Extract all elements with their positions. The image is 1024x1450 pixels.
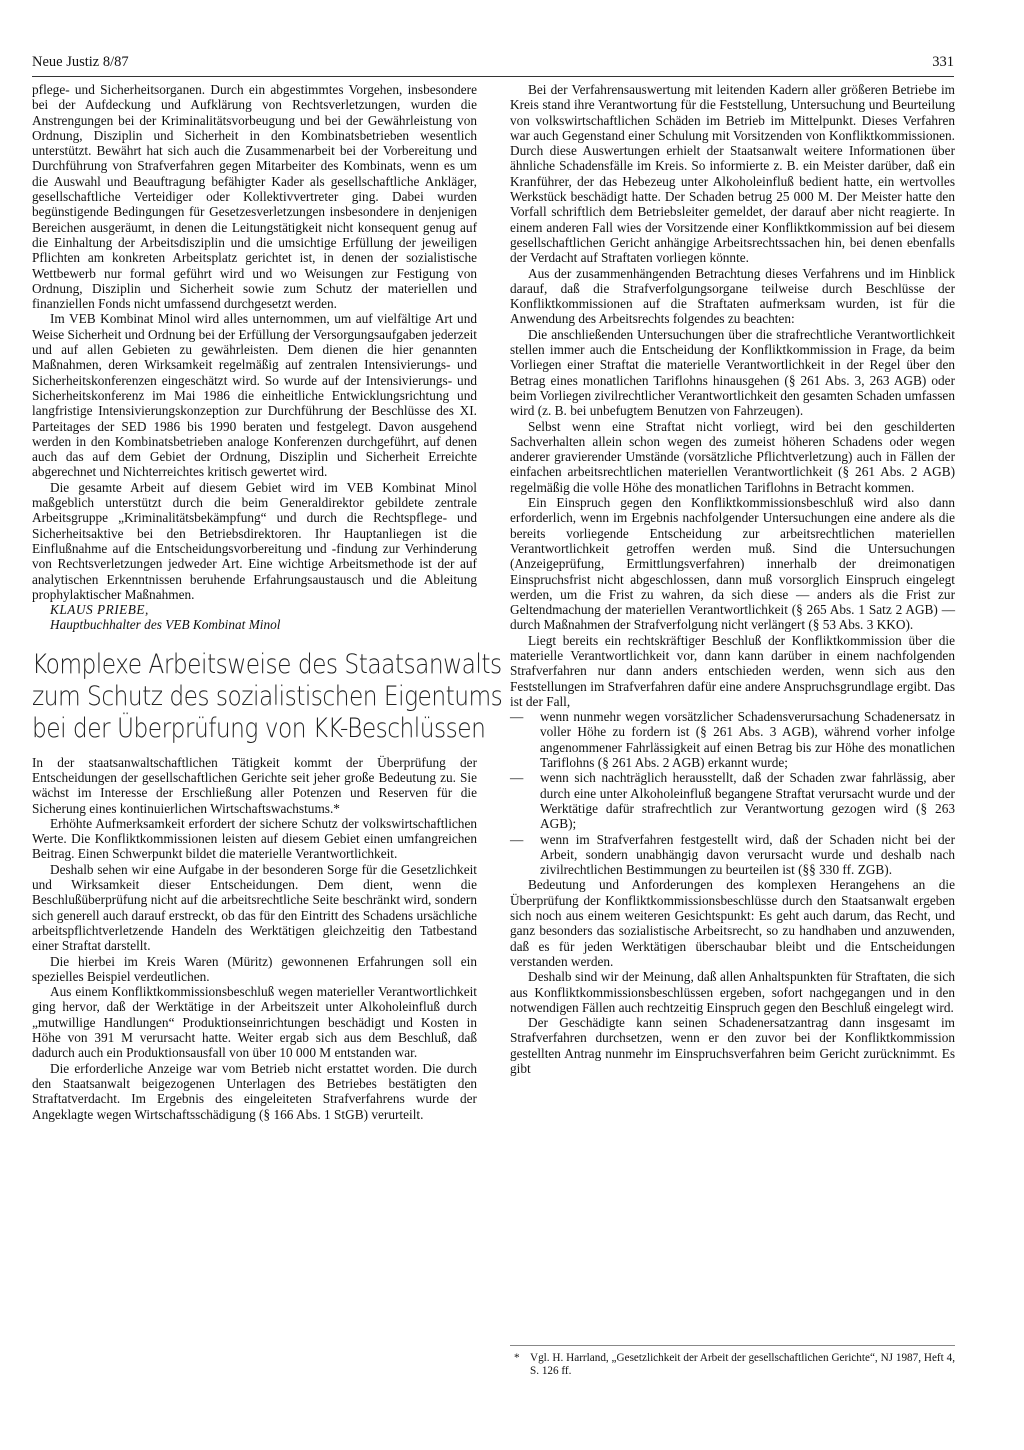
header-divider [32, 76, 954, 77]
body-paragraph: pflege- und Sicherheitsorganen. Durch ein abgestimmtes Vorgehen, insbesondere bei der Aufdeckung und Aufklärung von Rechtsverletzungen, wurden die Anstrengungen bei der Kriminalitätsvorbeugung und bei der Gewährleistung von Ordnung, Disziplin und Sicherheit in den Kombinatsbetrieben wesentlich unterstützt. Bewährt hat sich auch die Zusammenarbeit bei der Vorbereitung und Durchführung von Strafverfahren gegen Mitarbeiter des Kombinats, wenn es um die Auswahl und Beauftragung befähigter Kader als gesellschaftliche Ankläger, gesellschaftliche Verteidiger oder Kollektivvertreter ging. Dabei wurden begünstigende Bedingungen für Gesetzesverletzungen insbesondere in denjenigen Bereichen ausgeräumt, in denen die Leitungstätigkeit nicht konsequent genug auf die Einhaltung der Arbeitsdisziplin und die umsichtige Erfüllung der jeweiligen Pflichten am konkreten Arbeitsplatz gerichtet ist, in denen der sozialistische Wettbewerb nur formal geführt wird und wo Weisungen zur Festigung von Ordnung, Disziplin und Sicherheit sowie zum Schutz der materiellen und finanziellen Fonds nicht umfassend durchgesetzt werden. [32, 82, 477, 312]
headline-line: Komplexe Arbeitsweise des Staatsanwalts [32, 648, 502, 680]
list-dash: — [510, 709, 524, 725]
article-paragraph: Deshalb sehen wir eine Aufgabe in der besonderen Sorge für die Gesetzlichkeit und Wirksamkeit dieser Entscheidungen. Dem dient, wenn die Beschlußüberprüfung nicht auf die arbeitsrechtliche Seite beschränkt wird, sondern sich generell auch darauf erstreckt, ob das für den Eintritt des Schadens ursächliche arbeitspflichtverletzende Handeln des Werktätigen gleichzeitig den Tatbestand einer Straftat darstellt. [32, 861, 477, 954]
list-item-text: wenn nunmehr wegen vorsätzlicher Schadensverursachung Schadenersatz in voller Höhe zu fordern ist (§ 261 Abs. 3 AGB), während vorher infolge angenommener Fahrlässigkeit auf einen Betrag bis zur Höhe des monatlichen Tariflohns (§ 261 Abs. 2 AGB) erkannt wurde; [540, 709, 955, 771]
article-paragraph: Ein Einspruch gegen den Konfliktkommissionsbeschluß wird also dann erforderlich, wenn im Ergebnis nachfolgender Untersuchungen eine andere als die bereits vorliegende Entscheidung zur arbeitsrechtlichen materiellen Verantwortlichkeit getroffen werden muß. Sind die Untersuchungen (Anzeigeprüfung, Ermittlungsverfahren) innerhalb der dreimonatigen Einspruchsfrist nicht abgeschlossen, dann muß vorsorglich Einspruch eingelegt werden, um die Frist zu wahren, da sich diese — anders als die Frist zur Geltendmachung der materiellen Verantwortlichkeit (§ 265 Abs. 1 Satz 2 AGB) — durch Maßnahmen der Strafverfolgung nicht verlängert (§ 53 Abs. 3 KKO). [510, 495, 955, 633]
journal-title: Neue Justiz 8/87 [32, 54, 129, 70]
list-item [510, 770, 955, 831]
footnote-mark: * [514, 1352, 520, 1364]
article-paragraph: Aus der zusammenhängenden Betrachtung dieses Verfahrens und im Hinblick darauf, daß die Strafverfolgungsorgane teilweise durch Beschlüsse der Konfliktkommissionen auf die Straftaten aufmerksam wurden, ist für die Anwendung des Arbeitsrechts folgendes zu beachten: [510, 265, 955, 327]
article-paragraph: Erhöhte Aufmerksamkeit erfordert der sichere Schutz der volkswirtschaftlichen Werte. Die Konfliktkommissionen leisten auf diesem Gebiet einen umfangreichen Beitrag. Einen Schwerpunkt bildet die materielle Verantwortlichkeit. [32, 815, 477, 862]
headline-line: zum Schutz des sozialistischen Eigentums [32, 680, 503, 712]
body-paragraph: Die gesamte Arbeit auf diesem Gebiet wird im VEB Kombinat Minol maßgeblich unterstützt durch die beim Generaldirektor gebildete zentrale Arbeitsgruppe „Kriminalitätsbekämpfung“ und durch die Rechtspflege- und Sicherheitsaktive bei den Betriebsdirektoren. Ihr Hauptanliegen ist die Einflußnahme auf die Entscheidungsvorbereitung und -findung zur Verhinderung von Rechtsverletzungen jedweder Art. Eine wichtige Arbeitsmethode ist der auf analytischen Erkenntnissen beruhende Erfahrungsaustausch und die Ableitung prophylaktischer Maßnahmen. [32, 479, 477, 602]
article-paragraph: In der staatsanwaltschaftlichen Tätigkeit kommt der Überprüfung der Entscheidungen der gesellschaftlichen Gerichte seit jeher große Bedeutung zu. Sie wächst im Interesse der Erschließung aller Potenzen und Reserven für die Sicherung eines kontinuierlichen Wirtschaftswachstums.* [32, 754, 477, 816]
article-paragraph: Bei der Verfahrensauswertung mit leitenden Kadern aller größeren Betriebe im Kreis stand ihre Verantwortung für die Feststellung, Untersuchung und Beurteilung von volkswirtschaftlichen Schäden im Betrieb im Mittelpunkt. Dieses Verfahren war auch Gegenstand einer Schulung mit Vorsitzenden von Konfliktkommissionen. Durch diese Auswertungen erhielt der Staatsanwalt weitere Informationen über ähnliche Schadensfälle im Kreis. So informierte z. B. ein Meister darüber, daß ein Kranführer, der das Hebezeug unter Alkoholeinfluß bedient hatte, ein wertvolles Werkstück beschädigt hatte. Der Schaden betrug 25 000 M. Der Meister hatte den Vorfall schriftlich dem Betriebsleiter gemeldet, der darauf aber nicht reagierte. In einem anderen Fall wies der Vorsitzende einer Konfliktkommission auf bei diesem gesellschaftlichen Gericht anhängige Arbeitsrechtssachen hin, bei denen ebenfalls der Verdacht auf Straftaten vorliegen könnte. [510, 82, 955, 266]
list-dash: — [510, 831, 524, 847]
article-paragraph: Bedeutung und Anforderungen des komplexen Herangehens an die Überprüfung der Konfliktkommissionsbeschlüsse durch den Staatsanwalt ergeben sich noch aus einem weiteren Gesichtspunkt: Es geht auch darum, das Recht, und ganz besonders das sozialistische Arbeitsrecht, so zu handhaben und anzuwenden, daß es für jeden Werktätigen überschaubar bleibt und die Entscheidungen verstanden werden. [510, 877, 955, 969]
article-paragraph: Der Geschädigte kann seinen Schadenersatzantrag dann insgesamt im Strafverfahren durchsetzen, wenn er den zuvor bei der Konfliktkommission gestellten Antrag nunmehr im Einspruchsverfahren beim Gericht zurücknimmt. Es gibt [510, 1015, 955, 1076]
list-dash: — [510, 770, 524, 786]
article-paragraph: Die erforderliche Anzeige war vom Betrieb nicht erstattet worden. Die durch den Staatsanwalt beigezogenen Unterlagen des Betriebes bestätigten den Straftatverdacht. Im Ergebnis des eingeleiteten Strafverfahrens wurde der Angeklagte wegen Wirtschaftsschädigung (§ 166 Abs. 1 StGB) verurteilt. [32, 1060, 477, 1122]
footnote-divider [510, 1345, 955, 1346]
page-header [32, 54, 954, 76]
body-paragraph: Im VEB Kombinat Minol wird alles unternommen, um auf vielfältige Art und Weise Sicherheit und Ordnung bei der Erfüllung der Versorgungsaufgaben jederzeit und auf allen Gebieten zu gewährleisten. Dem dienen die hier genannten Maßnahmen, deren Wirksamkeit regelmäßig auf zentralen Intensivierungs- und Sicherheitskonferenzen eingeschätzt wird. So wurde auf der Intensivierungs- und Sicherheitskonferenz im Mai 1986 die einheitliche Entwicklungsrichtung und langfristige Intensivierungskonzeption zur Durchführung der Beschlüsse des XI. Parteitages der SED 1986 bis 1990 beraten und festgelegt. Davon ausgehend werden in den Kombinatsbetrieben analoge Konferenzen durchgeführt, auf denen auch das auf dem Gebiet der Ordnung, Disziplin und Sicherheit Erreichte abgerechnet und Nichterreichtes kritisch gewertet wird. [32, 311, 477, 480]
list-item [510, 832, 955, 878]
right-column [510, 82, 955, 1076]
author-role: Hauptbuchhalter des VEB Kombinat Minol [50, 617, 281, 633]
page-number: 331 [932, 54, 954, 70]
article-paragraph: Selbst wenn eine Straftat nicht vorliegt, wird bei den geschilderten Sachverhalten allein schon wegen des zumeist höheren Schadens oder wegen anderer gravierender Umstände (vorsätzliche Pflichtverletzung) auch in Fällen der einfachen arbeitsrechtlichen materiellen Verantwortlichkeit (§ 261 Abs. 2 AGB) regelmäßig die volle Höhe des monatlichen Tariflohns in Betracht kommen. [510, 418, 955, 495]
footnote [514, 1352, 955, 1378]
article-paragraph: Die anschließenden Untersuchungen über die strafrechtliche Verantwortlichkeit stellen immer auch die Entscheidung der Konfliktkommission in Frage, da beim Vorliegen einer Straftat die materielle Verantwortlichkeit in der Regel über den Betrag eines monatlichen Tariflohns hinausgehen (§ 261 Abs. 3, 263 AGB) oder beim Vorliegen zivilrechtlicher Verantwortlichkeit den gesamten Schaden umfassen wird (z. B. bei unbefugtem Benutzen von Fahrzeugen). [510, 326, 955, 419]
article-headline [32, 648, 503, 745]
list-item-text: wenn im Strafverfahren festgestellt wird, daß der Schaden nicht bei der Arbeit, sondern unabhängig davon verursacht wurde und deshalb nach zivilrechtlichen Bestimmungen zu beurteilen ist (§§ 330 ff. ZGB). [540, 831, 955, 878]
left-column [32, 82, 503, 1122]
article-paragraph: Deshalb sind wir der Meinung, daß allen Anhaltspunkten für Straftaten, die sich aus Konfliktkommissionsbeschlüssen ergeben, sofort nachgegangen und in den notwendigen Fällen auch rechtzeitig Einspruch gegen den Beschluß eingelegt wird. [510, 969, 955, 1015]
case-list [510, 709, 955, 877]
list-item [510, 709, 955, 770]
list-item-text: wenn sich nachträglich herausstellt, daß der Schaden zwar fahrlässig, aber durch eine unter Alkoholeinfluß begangene Straftat verursacht wurde und der Werktätige dafür strafrechtlich zur Verantwortung gezogen wird (§ 263 AGB); [540, 770, 955, 832]
article-paragraph: Die hierbei im Kreis Waren (Müritz) gewonnenen Erfahrungen soll ein spezielles Beispiel verdeutlichen. [32, 953, 477, 984]
author-name: KLAUS PRIEBE, [50, 602, 149, 618]
article-paragraph: Aus einem Konfliktkommissionsbeschluß wegen materieller Verantwortlichkeit ging hervor, daß der Werktätige in der Arbeitszeit unter Alkoholeinfluß durch „mutwillige Handlungen“ Produktionseinrichtungen beschädigt und Kosten in Höhe von 391 M verursacht hatte. Weiter ergab sich aus dem Beschluß, daß dadurch auch ein Produktionsausfall von über 10 000 M entstanden war. [32, 984, 477, 1061]
footnote-text: Vgl. H. Harrland, „Gesetzlichkeit der Arbeit der gesellschaftlichen Gerichte“, NJ 1987, Heft 4, S. 126 ff. [530, 1352, 955, 1377]
article-paragraph: Liegt bereits ein rechtskräftiger Beschluß der Konfliktkommission über die materielle Verantwortlichkeit vor, dann kann darüber in einem nachfolgenden Strafverfahren nur dann anders entschieden werden, wenn sich aus den Feststellungen im Strafverfahren dafür eine andere Anspruchsgrundlage ergibt. Das ist der Fall, [510, 632, 955, 709]
headline-line: bei der Überprüfung von KK-Beschlüssen [32, 712, 486, 744]
